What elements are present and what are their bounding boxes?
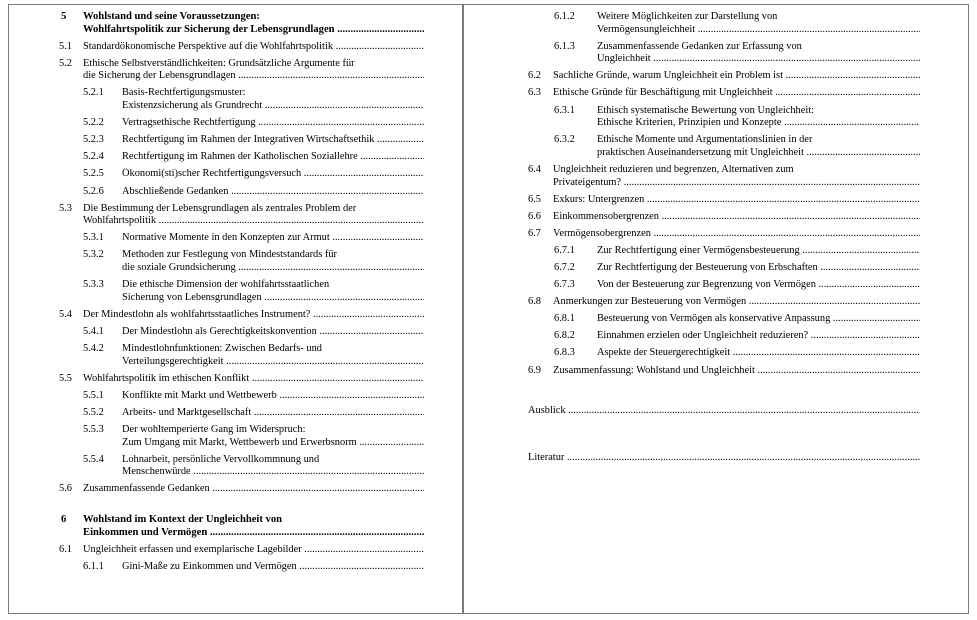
toc-entry-line: Wohlstand und seine Voraussetzungen:: [83, 11, 260, 22]
toc-entry-title: [553, 228, 920, 241]
toc-entry-line: Exkurs: Untergrenzen .....: [553, 194, 920, 207]
toc-entry-title: [597, 262, 920, 275]
toc-entry-line: Von der Besteuerung zur Begrenzung von Vermögen .....: [597, 279, 920, 292]
toc-entry-line: Abschließende Gedanken .....: [122, 186, 424, 199]
toc-entry[interactable]: [9, 373, 462, 386]
toc-entry-line: Vermögensobergrenzen .....: [553, 228, 920, 241]
toc-entry-line: Zum Umgang mit Markt, Wettbewerb und Erwerbsnorm .....: [122, 437, 424, 450]
toc-entry-title: [122, 168, 424, 181]
toc-entry-title: [122, 87, 424, 112]
toc-entry-line: die Sicherung der Lebensgrundlagen .....: [83, 70, 424, 83]
toc-entry[interactable]: [9, 309, 462, 322]
toc-entry-line: die soziale Grundsicherung .....: [122, 262, 424, 275]
toc-entry[interactable]: [9, 326, 462, 339]
toc-entry-number: 5.4: [59, 308, 72, 320]
toc-entry-line: Einkommen und Vermögen .....: [83, 527, 424, 540]
toc-entry-line: Literatur .....: [528, 452, 920, 465]
toc-entry-title: [553, 70, 920, 83]
toc-entry[interactable]: [9, 87, 462, 112]
toc-entry-number: 6.2: [528, 70, 541, 82]
toc-entry[interactable]: [9, 454, 462, 479]
toc-entry-line: Ethische Kriterien, Prinzipien und Konzepte .....: [597, 117, 920, 130]
toc-entry-title: [597, 134, 920, 159]
toc-entry-title: [553, 194, 920, 207]
toc-entry-line: Ethische Selbstverständlichkeiten: Grundsätzliche Argumente für: [83, 57, 355, 69]
toc-entry-line: Anmerkungen zur Besteuerung von Vermögen .....: [553, 296, 920, 309]
toc-entry[interactable]: [9, 561, 462, 574]
toc-entry-title: [553, 365, 920, 378]
toc-entry-number: 6.3.1: [554, 104, 575, 116]
toc-entry-title: [83, 483, 424, 496]
toc-entry-line: Zusammenfassende Gedanken .....: [83, 483, 424, 496]
toc-entry-line: Sachliche Gründe, warum Ungleichheit ein Problem ist .....: [553, 70, 920, 83]
toc-entry-number: 5.2.5: [83, 168, 104, 180]
toc-entry-line: Besteuerung von Vermögen als konservative Anpassung .....: [597, 313, 920, 326]
toc-entry-line: Die Bestimmung der Lebensgrundlagen als zentrales Problem der: [83, 202, 357, 214]
toc-entry-line: Ausblick .....: [528, 405, 920, 418]
toc-entry-number: 5.4.2: [83, 342, 104, 354]
toc-entry-title: [597, 347, 920, 360]
toc-entry-line: Rechtfertigung im Rahmen der Katholischen Soziallehre .....: [122, 151, 424, 164]
toc-entry-line: Weitere Möglichkeiten zur Darstellung von: [597, 11, 778, 22]
toc-entry[interactable]: [464, 262, 968, 275]
toc-entry-line: Der Mindestlohn als wohlfahrtsstaatliches Instrument? .....: [83, 309, 424, 322]
toc-entry[interactable]: [9, 117, 462, 130]
toc-entry-number: 6.6: [528, 210, 541, 222]
toc-entry-number: 5: [61, 11, 67, 22]
toc-entry[interactable]: [9, 151, 462, 164]
toc-entry[interactable]: [9, 514, 462, 539]
toc-entry[interactable]: [9, 407, 462, 420]
toc-entry-title: [597, 245, 920, 258]
toc-entry-line: Methoden zur Festlegung von Mindeststandards für: [122, 249, 337, 261]
toc-entry-line: Existenzsicherung als Grundrecht .....: [122, 100, 424, 113]
toc-entry-number: 6.3.2: [554, 134, 575, 146]
toc-entry-line: Standardökonomische Perspektive auf die Wohlfahrtspolitik .....: [83, 41, 424, 54]
toc-entry-title: [122, 454, 424, 479]
toc-entry-title: [528, 405, 920, 418]
toc-entry[interactable]: [464, 347, 968, 360]
toc-entry-title: [597, 279, 920, 292]
toc-entry-number: 5.5.4: [83, 453, 104, 465]
toc-entry-line: Vermögensungleichheit .....: [597, 24, 920, 37]
toc-entry-number: 6.8.3: [554, 347, 575, 359]
toc-entry-title: [528, 452, 920, 465]
toc-entry-number: 5.2: [59, 57, 72, 69]
toc-entry-title: [553, 87, 920, 100]
toc-entry-line: Zur Rechtfertigung einer Vermögensbesteuerung .....: [597, 245, 920, 258]
toc-entry-line: Mindestlohnfunktionen: Zwischen Bedarfs- und: [122, 342, 322, 354]
toc-entry-line: Gini-Maße zu Einkommen und Vermögen .....: [122, 561, 424, 574]
toc-entry-title: [83, 41, 424, 54]
toc-entry-line: Wohlfahrtspolitik im ethischen Konflikt .....: [83, 373, 424, 386]
toc-entry[interactable]: [464, 41, 968, 66]
toc-entry[interactable]: [9, 544, 462, 557]
toc-entry[interactable]: [464, 245, 968, 258]
toc-entry-number: 6: [61, 513, 67, 525]
toc-entry-number: 5.6: [59, 483, 72, 495]
toc-entry-number: 6.1.2: [554, 11, 575, 22]
toc-entry-number: 5.2.1: [83, 87, 104, 99]
toc-entry[interactable]: [9, 343, 462, 368]
toc-entry-title: [122, 186, 424, 199]
toc-entry-number: 6.1.1: [83, 560, 104, 572]
toc-entry-title: [122, 561, 424, 574]
toc-entry-number: 5.3.1: [83, 232, 104, 244]
toc-entry-line: Ungleichheit .....: [597, 53, 920, 66]
toc-entry-line: praktischen Auseinandersetzung mit Ungleichheit .....: [597, 147, 920, 160]
toc-entry[interactable]: [9, 390, 462, 403]
toc-entry[interactable]: [464, 211, 968, 224]
toc-entry-number: 5.1: [59, 40, 72, 52]
toc-entry-number: 6.8.1: [554, 313, 575, 325]
toc-entry[interactable]: [9, 41, 462, 54]
toc-entry-number: 5.3.3: [83, 279, 104, 291]
toc-entry-line: Wohlfahrtspolitik .....: [83, 215, 424, 228]
toc-entry-number: 5.2.4: [83, 151, 104, 163]
toc-entry-title: [83, 203, 424, 228]
toc-entry[interactable]: [9, 11, 462, 36]
toc-entry[interactable]: [464, 11, 968, 36]
toc-entry[interactable]: [464, 279, 968, 292]
toc-entry-title: [122, 134, 424, 147]
toc-entry-title: [122, 390, 424, 403]
toc-entry-line: Einkommensobergrenzen .....: [553, 211, 920, 224]
toc-entry[interactable]: [464, 405, 968, 418]
toc-entry[interactable]: [464, 105, 968, 130]
toc-entry-number: 6.1.3: [554, 40, 575, 52]
toc-entry-line: Wohlfahrtspolitik zur Sicherung der Lebensgrundlagen .....: [83, 24, 424, 37]
toc-entry-number: 6.7.2: [554, 262, 575, 273]
toc-entry[interactable]: [464, 365, 968, 378]
toc-entry[interactable]: [464, 228, 968, 241]
toc-entry[interactable]: [9, 232, 462, 245]
toc-entry-number: 6.5: [528, 193, 541, 205]
toc-entry-line: Konflikte mit Markt und Wettbewerb .....: [122, 390, 424, 403]
toc-entry-title: [83, 58, 424, 83]
toc-entry-title: [122, 424, 424, 449]
toc-entry-title: [553, 164, 920, 189]
toc-entry-number: 6.3: [528, 87, 541, 99]
toc-list-right: [464, 11, 968, 470]
toc-entry[interactable]: [464, 330, 968, 343]
toc-entry-line: Verteilungsgerechtigkeit .....: [122, 356, 424, 369]
toc-entry-line: Menschenwürde .....: [122, 466, 424, 479]
toc-entry-line: Ungleichheit erfassen und exemplarische Lagebilder .....: [83, 544, 424, 557]
toc-page-left: [8, 4, 463, 614]
toc-entry-number: 5.2.3: [83, 134, 104, 146]
toc-entry-title: [122, 249, 424, 274]
toc-entry-number: 5.2.6: [83, 185, 104, 197]
toc-entry-line: Lohnarbeit, persönliche Vervollkommnung und: [122, 453, 320, 465]
toc-entry-line: Aspekte der Steuergerechtigkeit .....: [597, 347, 920, 360]
toc-entry-line: Sicherung von Lebensgrundlagen .....: [122, 292, 424, 305]
toc-entry[interactable]: [9, 186, 462, 199]
toc-entry-number: 6.1: [59, 543, 72, 555]
toc-entry-number: 6.8.2: [554, 330, 575, 342]
toc-entry-number: 6.7: [528, 227, 541, 239]
toc-entry-title: [83, 514, 424, 539]
toc-entry-number: 5.5.1: [83, 389, 104, 401]
toc-entry[interactable]: [9, 424, 462, 449]
toc-entry-title: [122, 117, 424, 130]
toc-entry[interactable]: [464, 164, 968, 189]
toc-entry-number: 5.5: [59, 372, 72, 384]
toc-entry-title: [83, 373, 424, 386]
toc-entry-line: Zusammenfassende Gedanken zur Erfassung von: [597, 40, 802, 52]
toc-entry-title: [122, 151, 424, 164]
toc-entry-title: [83, 11, 424, 36]
toc-entry-title: [122, 326, 424, 339]
toc-entry[interactable]: [464, 296, 968, 309]
toc-entry[interactable]: [9, 279, 462, 304]
toc-entry-title: [553, 296, 920, 309]
toc-entry-line: Wohlstand im Kontext der Ungleichheit von: [83, 513, 283, 525]
toc-entry-line: Ethische Momente und Argumentationslinien in der: [597, 134, 813, 146]
toc-entry-number: 5.2.2: [83, 117, 104, 129]
toc-entry-line: Der wohltemperierte Gang im Widerspruch:: [122, 423, 306, 435]
toc-page-right: [463, 4, 969, 614]
toc-entry-line: Vertragsethische Rechtfertigung .....: [122, 117, 424, 130]
toc-entry-line: Ethisch systematische Bewertung von Ungleichheit:: [597, 104, 815, 116]
toc-entry[interactable]: [464, 87, 968, 100]
toc-entry[interactable]: [9, 203, 462, 228]
toc-entry-number: 5.3: [59, 202, 72, 214]
toc-entry[interactable]: [9, 483, 462, 496]
toc-entry-line: Rechtfertigung im Rahmen der Integrativen Wirtschaftsethik .....: [122, 134, 424, 147]
toc-entry-line: Normative Momente in den Konzepten zur Armut .....: [122, 232, 424, 245]
toc-entry-title: [553, 211, 920, 224]
toc-entry-line: Der Mindestlohn als Gerechtigkeitskonvention .....: [122, 326, 424, 339]
toc-entry-title: [83, 544, 424, 557]
toc-entry-line: Arbeits- und Marktgesellschaft .....: [122, 407, 424, 420]
toc-entry-line: Basis-Rechtfertigungsmuster:: [122, 87, 246, 99]
toc-entry-title: [597, 313, 920, 326]
toc-entry-line: Ethische Gründe für Beschäftigung mit Ungleichheit .....: [553, 87, 920, 100]
toc-entry[interactable]: [464, 70, 968, 83]
toc-entry-number: 6.7.1: [554, 244, 575, 256]
toc-entry-number: 5.3.2: [83, 249, 104, 261]
toc-entry-title: [83, 309, 424, 322]
toc-entry-line: Einnahmen erzielen oder Ungleichheit reduzieren? .....: [597, 330, 920, 343]
toc-entry-number: 5.5.2: [83, 406, 104, 418]
toc-entry-line: Zur Rechtfertigung der Besteuerung von Erbschaften .....: [597, 262, 920, 275]
toc-entry-title: [597, 41, 920, 66]
toc-entry-number: 6.9: [528, 364, 541, 376]
toc-entry[interactable]: [464, 452, 968, 465]
toc-entry-line: Zusammenfassung: Wohlstand und Ungleichheit .....: [553, 365, 920, 378]
toc-entry-title: [122, 232, 424, 245]
toc-entry-title: [597, 330, 920, 343]
toc-entry-title: [122, 279, 424, 304]
toc-entry-number: 5.4.1: [83, 325, 104, 337]
toc-entry[interactable]: [9, 58, 462, 83]
toc-entry-number: 6.4: [528, 163, 541, 175]
toc-entry[interactable]: [464, 134, 968, 159]
toc-entry[interactable]: [9, 134, 462, 147]
toc-entry-number: 6.8: [528, 296, 541, 308]
toc-entry-line: Ungleichheit reduzieren und begrenzen, Alternativen zum: [553, 163, 794, 175]
toc-entry[interactable]: [464, 194, 968, 207]
toc-entry-number: 6.7.3: [554, 279, 575, 291]
toc-entry[interactable]: [464, 313, 968, 326]
toc-entry[interactable]: [9, 168, 462, 181]
toc-entry-line: Ökonomi(sti)scher Rechtfertigungsversuch .....: [122, 168, 424, 181]
toc-list-left: [9, 11, 462, 578]
toc-entry-title: [122, 343, 424, 368]
toc-entry-number: 5.5.3: [83, 423, 104, 435]
toc-entry-line: Die ethische Dimension der wohlfahrtsstaatlichen: [122, 279, 330, 291]
toc-entry-line: Privateigentum? .....: [553, 177, 920, 190]
toc-entry[interactable]: [9, 249, 462, 274]
toc-entry-title: [597, 11, 920, 36]
toc-entry-title: [122, 407, 424, 420]
toc-entry-title: [597, 105, 920, 130]
